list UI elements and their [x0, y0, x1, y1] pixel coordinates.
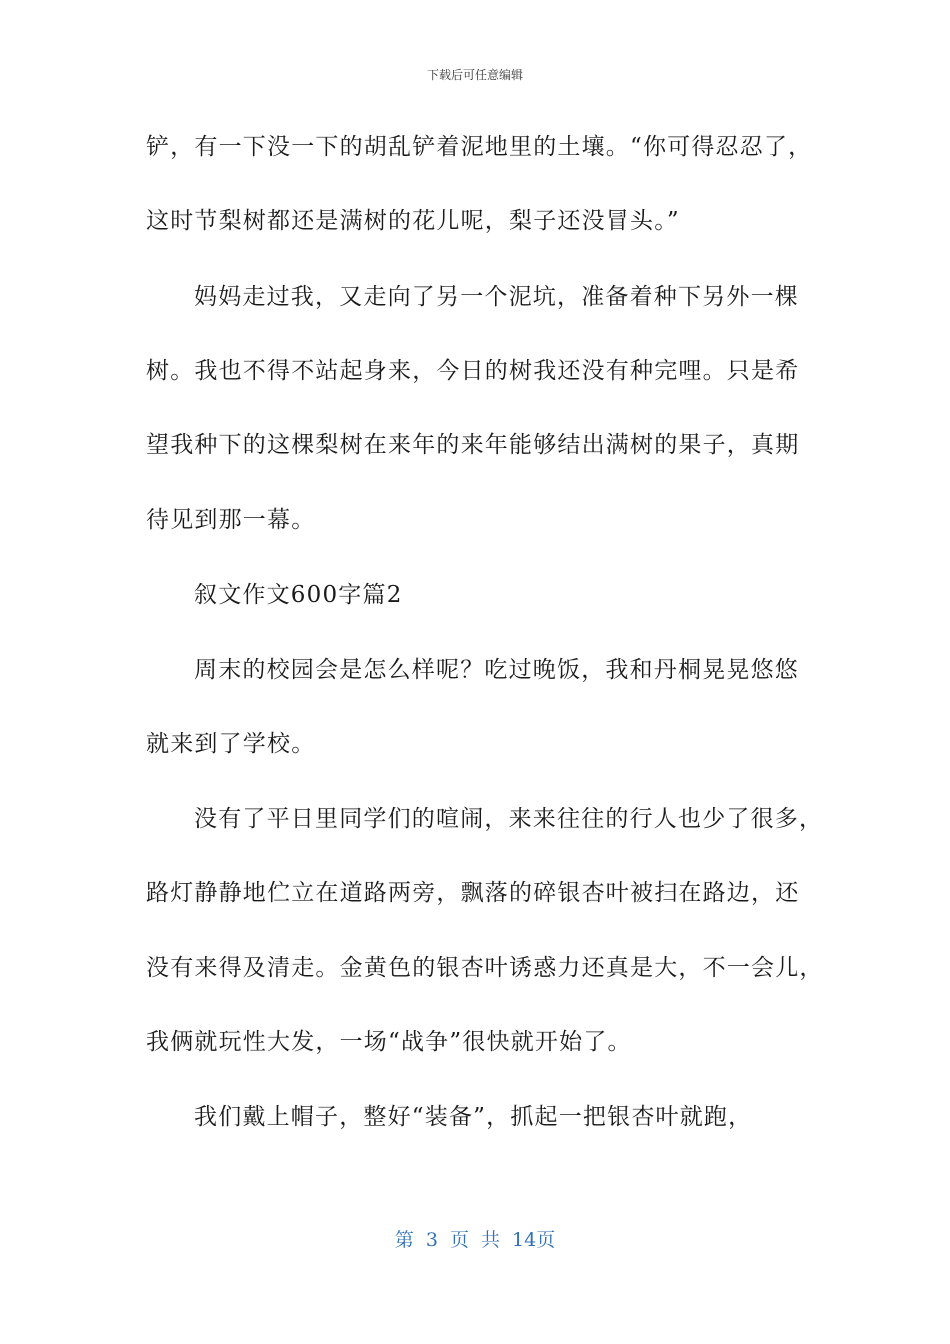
text-line: 铲，有一下没一下的胡乱铲着泥地里的土壤。“你可得忍忍了，	[146, 134, 813, 160]
text-line: 望我种下的这棵梨树在来年的来年能够结出满树的果子，真期	[146, 432, 800, 458]
page-footer: 第 3 页 共 14页	[394, 1229, 556, 1251]
text-line: 路灯静静地伫立在道路两旁，飘落的碎银杏叶被扫在路边，还	[146, 880, 800, 906]
section-heading: 叙文作文600字篇2	[194, 582, 403, 608]
page-header: 下载后可任意编辑	[426, 68, 523, 82]
text-line: 就来到了学校。	[146, 731, 316, 757]
paragraph-first-line: 没有了平日里同学们的喧闹，来来往往的行人也少了很多，	[194, 806, 824, 832]
text-line: 没有来得及清走。金黄色的银杏叶诱惑力还真是大，不一会儿，	[146, 955, 824, 981]
text-line: 这时节梨树都还是满树的花儿呢，梨子还没冒头。”	[146, 208, 680, 234]
text-line: 我俩就玩性大发，一场“战争”很快就开始了。	[146, 1029, 632, 1055]
text-line: 待见到那一幕。	[146, 507, 316, 533]
paragraph-first-line: 我们戴上帽子，整好“装备”，抓起一把银杏叶就跑，	[194, 1104, 753, 1130]
paragraph-first-line: 周末的校园会是怎么样呢？吃过晚饭，我和丹桐晃晃悠悠	[194, 657, 799, 683]
text-line: 树。我也不得不站起身来，今日的树我还没有种完哩。只是希	[146, 358, 800, 384]
paragraph-first-line: 妈妈走过我，又走向了另一个泥坑，准备着种下另外一棵	[194, 284, 799, 310]
